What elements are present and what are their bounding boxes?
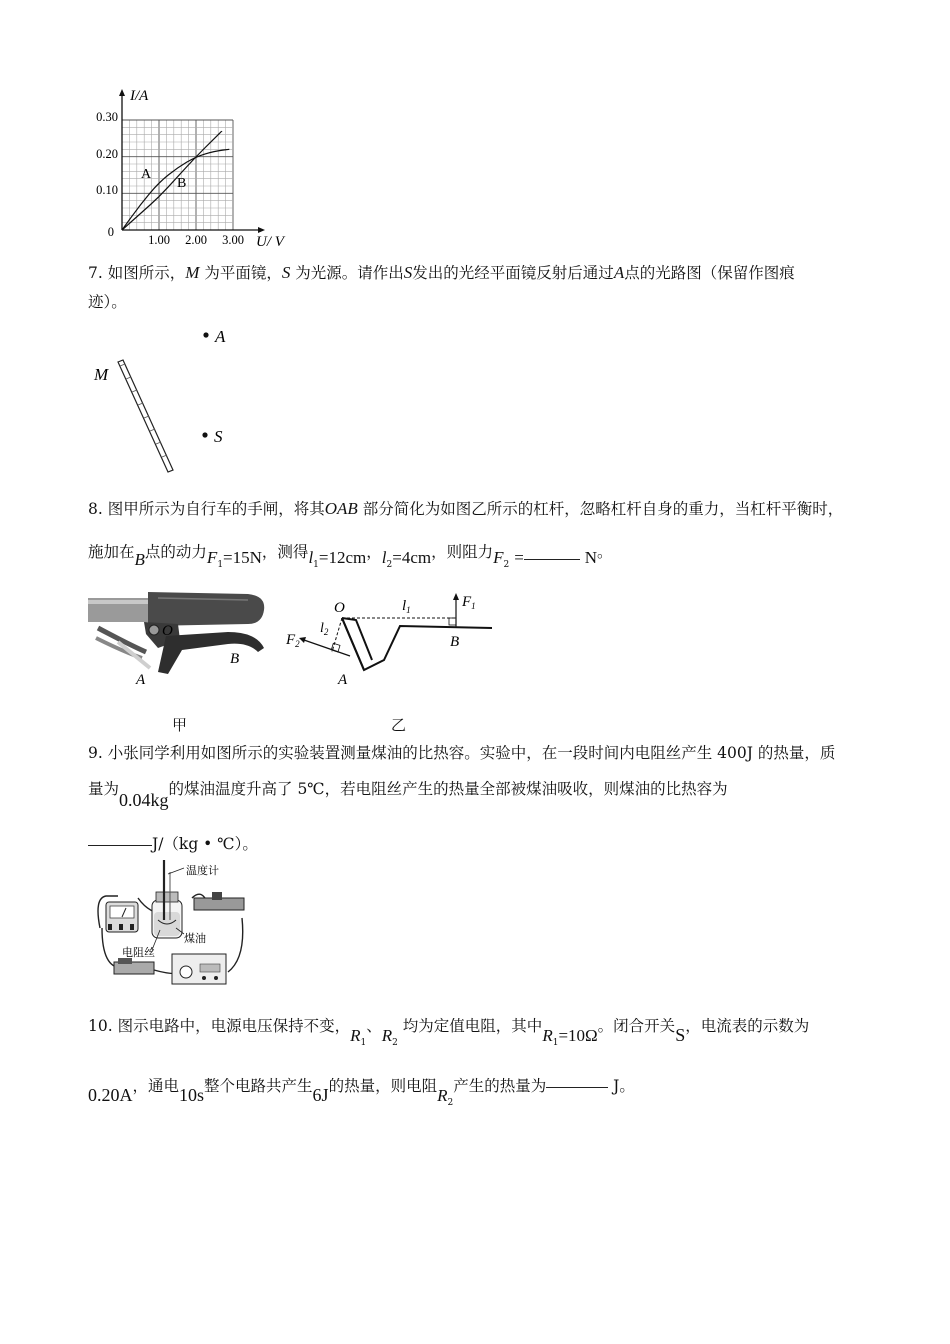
lever-diagram: [280, 588, 500, 688]
heat-apparatus-figure: [92, 858, 252, 998]
iu-graph: [80, 80, 310, 252]
q7-var-m: M: [185, 263, 200, 282]
plane-mirror: [118, 360, 173, 472]
q8-unit: N: [584, 548, 597, 567]
pivot-bolt: [149, 625, 159, 635]
lever-label-o: O: [334, 600, 345, 616]
q8-var-b: B: [134, 550, 145, 569]
label-thermometer: 温度计: [186, 865, 219, 877]
q10-line-1: 10. 图示电路中，电源电压保持不变，$R_1$、$R_2$ 均为定值电阻，其中$R_1=10\Omega$。闭合开关S，电流表的示数为: [88, 1017, 810, 1048]
q9-line-2: [88, 777, 728, 810]
x-tick-label: 2.00: [185, 233, 207, 247]
y-tick-label: 0.30: [96, 110, 118, 124]
lever-label-l1: $l_1$: [402, 598, 411, 615]
q10-time: 10s: [179, 1085, 205, 1105]
q10-text: 。闭合开关: [597, 1017, 676, 1035]
q7-line-1: [88, 262, 795, 284]
photo-label-a: A: [136, 672, 146, 688]
q8-var-f2: F: [493, 548, 504, 567]
q8-answer-blank[interactable]: [524, 559, 580, 560]
q7-text: 7. 如图所示，: [88, 264, 186, 282]
point-a-label: A: [215, 327, 226, 346]
q10-heat: 6J: [312, 1085, 329, 1105]
q7-text: 发出的光经平面镜反射后通过: [412, 264, 614, 282]
q7-var-s: S: [403, 263, 413, 282]
q10-text: 的热量，则电阻: [328, 1077, 438, 1095]
source-s-label: S: [214, 427, 223, 446]
q10-text: ，电流表的示数为: [685, 1017, 810, 1035]
q8-text: ，测得: [261, 543, 309, 561]
photo-label-b: B: [230, 651, 240, 667]
q8-value-f1: =15N: [223, 548, 262, 567]
q9-text: 量为: [88, 780, 120, 798]
q10-var-r1: R: [542, 1026, 553, 1045]
q10-var-r2: R: [437, 1086, 448, 1105]
q10-text: ，通电: [132, 1077, 180, 1095]
q10-text: 整个电路共产生: [204, 1077, 313, 1095]
q7-var-s: S: [281, 263, 291, 282]
q10-current: 0.20A: [88, 1085, 133, 1105]
handle-grip: [148, 592, 264, 626]
q7-var-a: A: [613, 263, 625, 282]
q10-answer-blank[interactable]: [546, 1087, 608, 1088]
q10-unit: J。: [613, 1077, 635, 1095]
q10-value-r1: =10Ω: [558, 1026, 598, 1045]
q10-line-2: 0.20A，通电10s整个电路共产生6J的热量，则电阻$R_2$产生的热量为 J。: [88, 1077, 635, 1108]
label-resistance-wire: 电阻丝: [122, 947, 155, 959]
lever-label-f2: $F_2$: [286, 632, 300, 649]
caption-yi: 乙: [391, 716, 407, 734]
q8-var-f1: F: [206, 548, 218, 567]
brake-lever: [158, 632, 264, 674]
mirror-m-label: M: [94, 365, 109, 384]
y-axis-label: I/A: [130, 88, 149, 104]
x-axis-label: U/ V: [256, 234, 284, 250]
q7-line-2: 迹）。: [88, 293, 127, 311]
source-s-dot: [202, 432, 207, 437]
q8-line-1: [88, 498, 843, 520]
y-tick-label: 0.10: [96, 183, 118, 197]
f2-arrow: [304, 640, 350, 656]
q8-text: 施加在: [88, 543, 135, 561]
q8-var-l2: l: [381, 548, 387, 567]
curve-b-label: B: [177, 176, 187, 191]
lever-label-f1: $F_1$: [462, 594, 476, 611]
q10-var-r2: R: [381, 1026, 393, 1045]
q9-answer-blank[interactable]: [88, 845, 152, 846]
q8-text: 点的动力: [144, 543, 207, 561]
y-tick-label: 0.20: [96, 147, 118, 161]
q8-text: ，则阻力: [431, 543, 494, 561]
q9-line-3: [88, 833, 258, 855]
q8-value-l1: =12cm: [318, 548, 367, 567]
x-tick-label: 3.00: [222, 233, 244, 247]
lever-label-a: A: [338, 672, 348, 688]
q10-text: 产生的热量为: [453, 1077, 547, 1095]
point-a-dot: [203, 332, 208, 337]
lever-label-l2: $l_2$: [320, 621, 329, 637]
mirror-figure: [88, 320, 248, 480]
q7-text: 为平面镜，: [204, 264, 282, 282]
caption-jia: 甲: [172, 716, 188, 734]
x-tick-label: 1.00: [148, 233, 170, 247]
lever-label-b: B: [450, 634, 460, 650]
brake-photo-figure: [88, 588, 270, 688]
q8-var-oab: OAB: [324, 499, 358, 518]
l2-dashed: [332, 618, 342, 652]
q8-text: 8. 图甲所示为自行车的手闸，将其: [88, 500, 325, 518]
q8-text: ，: [366, 543, 382, 561]
y-tick-label: 0: [107, 225, 114, 239]
q8-line-2: 施加在B点的动力$F_1=15N$，测得$l_1=12cm$，$l_2=4cm$，则阻力$F_2 = N$。: [88, 543, 613, 570]
curve-a-line: [122, 149, 229, 230]
photo-label-o: O: [162, 623, 173, 639]
q8-text: 部分简化为如图乙所示的杠杆，忽略杠杆自身的重力，当杠杆平衡时，: [362, 500, 844, 518]
q10-text: 10. 图示电路中，电源电压保持不变，: [88, 1017, 351, 1035]
q10-var-r1: R: [350, 1026, 361, 1045]
q10-text: 均为定值电阻，其中: [402, 1017, 543, 1035]
q7-text: 为光源。请作出: [295, 264, 404, 282]
q9-unit: J/（kg • ℃）。: [152, 835, 258, 853]
q10-var-s: S: [675, 1025, 686, 1045]
q9-mass: 0.04kg: [119, 790, 169, 810]
q9-line-1: 9. 小张同学利用如图所示的实验装置测量煤油的比热容。实验中，在一段时间内电阻丝产生 400J 的热量，质: [88, 744, 836, 762]
q8-var-l1: l: [308, 548, 314, 567]
label-kerosene: 煤油: [184, 933, 206, 945]
q8-value-l2: =4cm: [392, 548, 432, 567]
q7-text: 点的光路图（保留作图痕: [624, 264, 795, 282]
curve-a-label: A: [141, 167, 152, 182]
q9-text: 的煤油温度升高了 5℃，若电阻丝产生的热量全部被煤油吸收，则煤油的比热容为: [168, 780, 728, 798]
lever-outline: [342, 618, 492, 670]
